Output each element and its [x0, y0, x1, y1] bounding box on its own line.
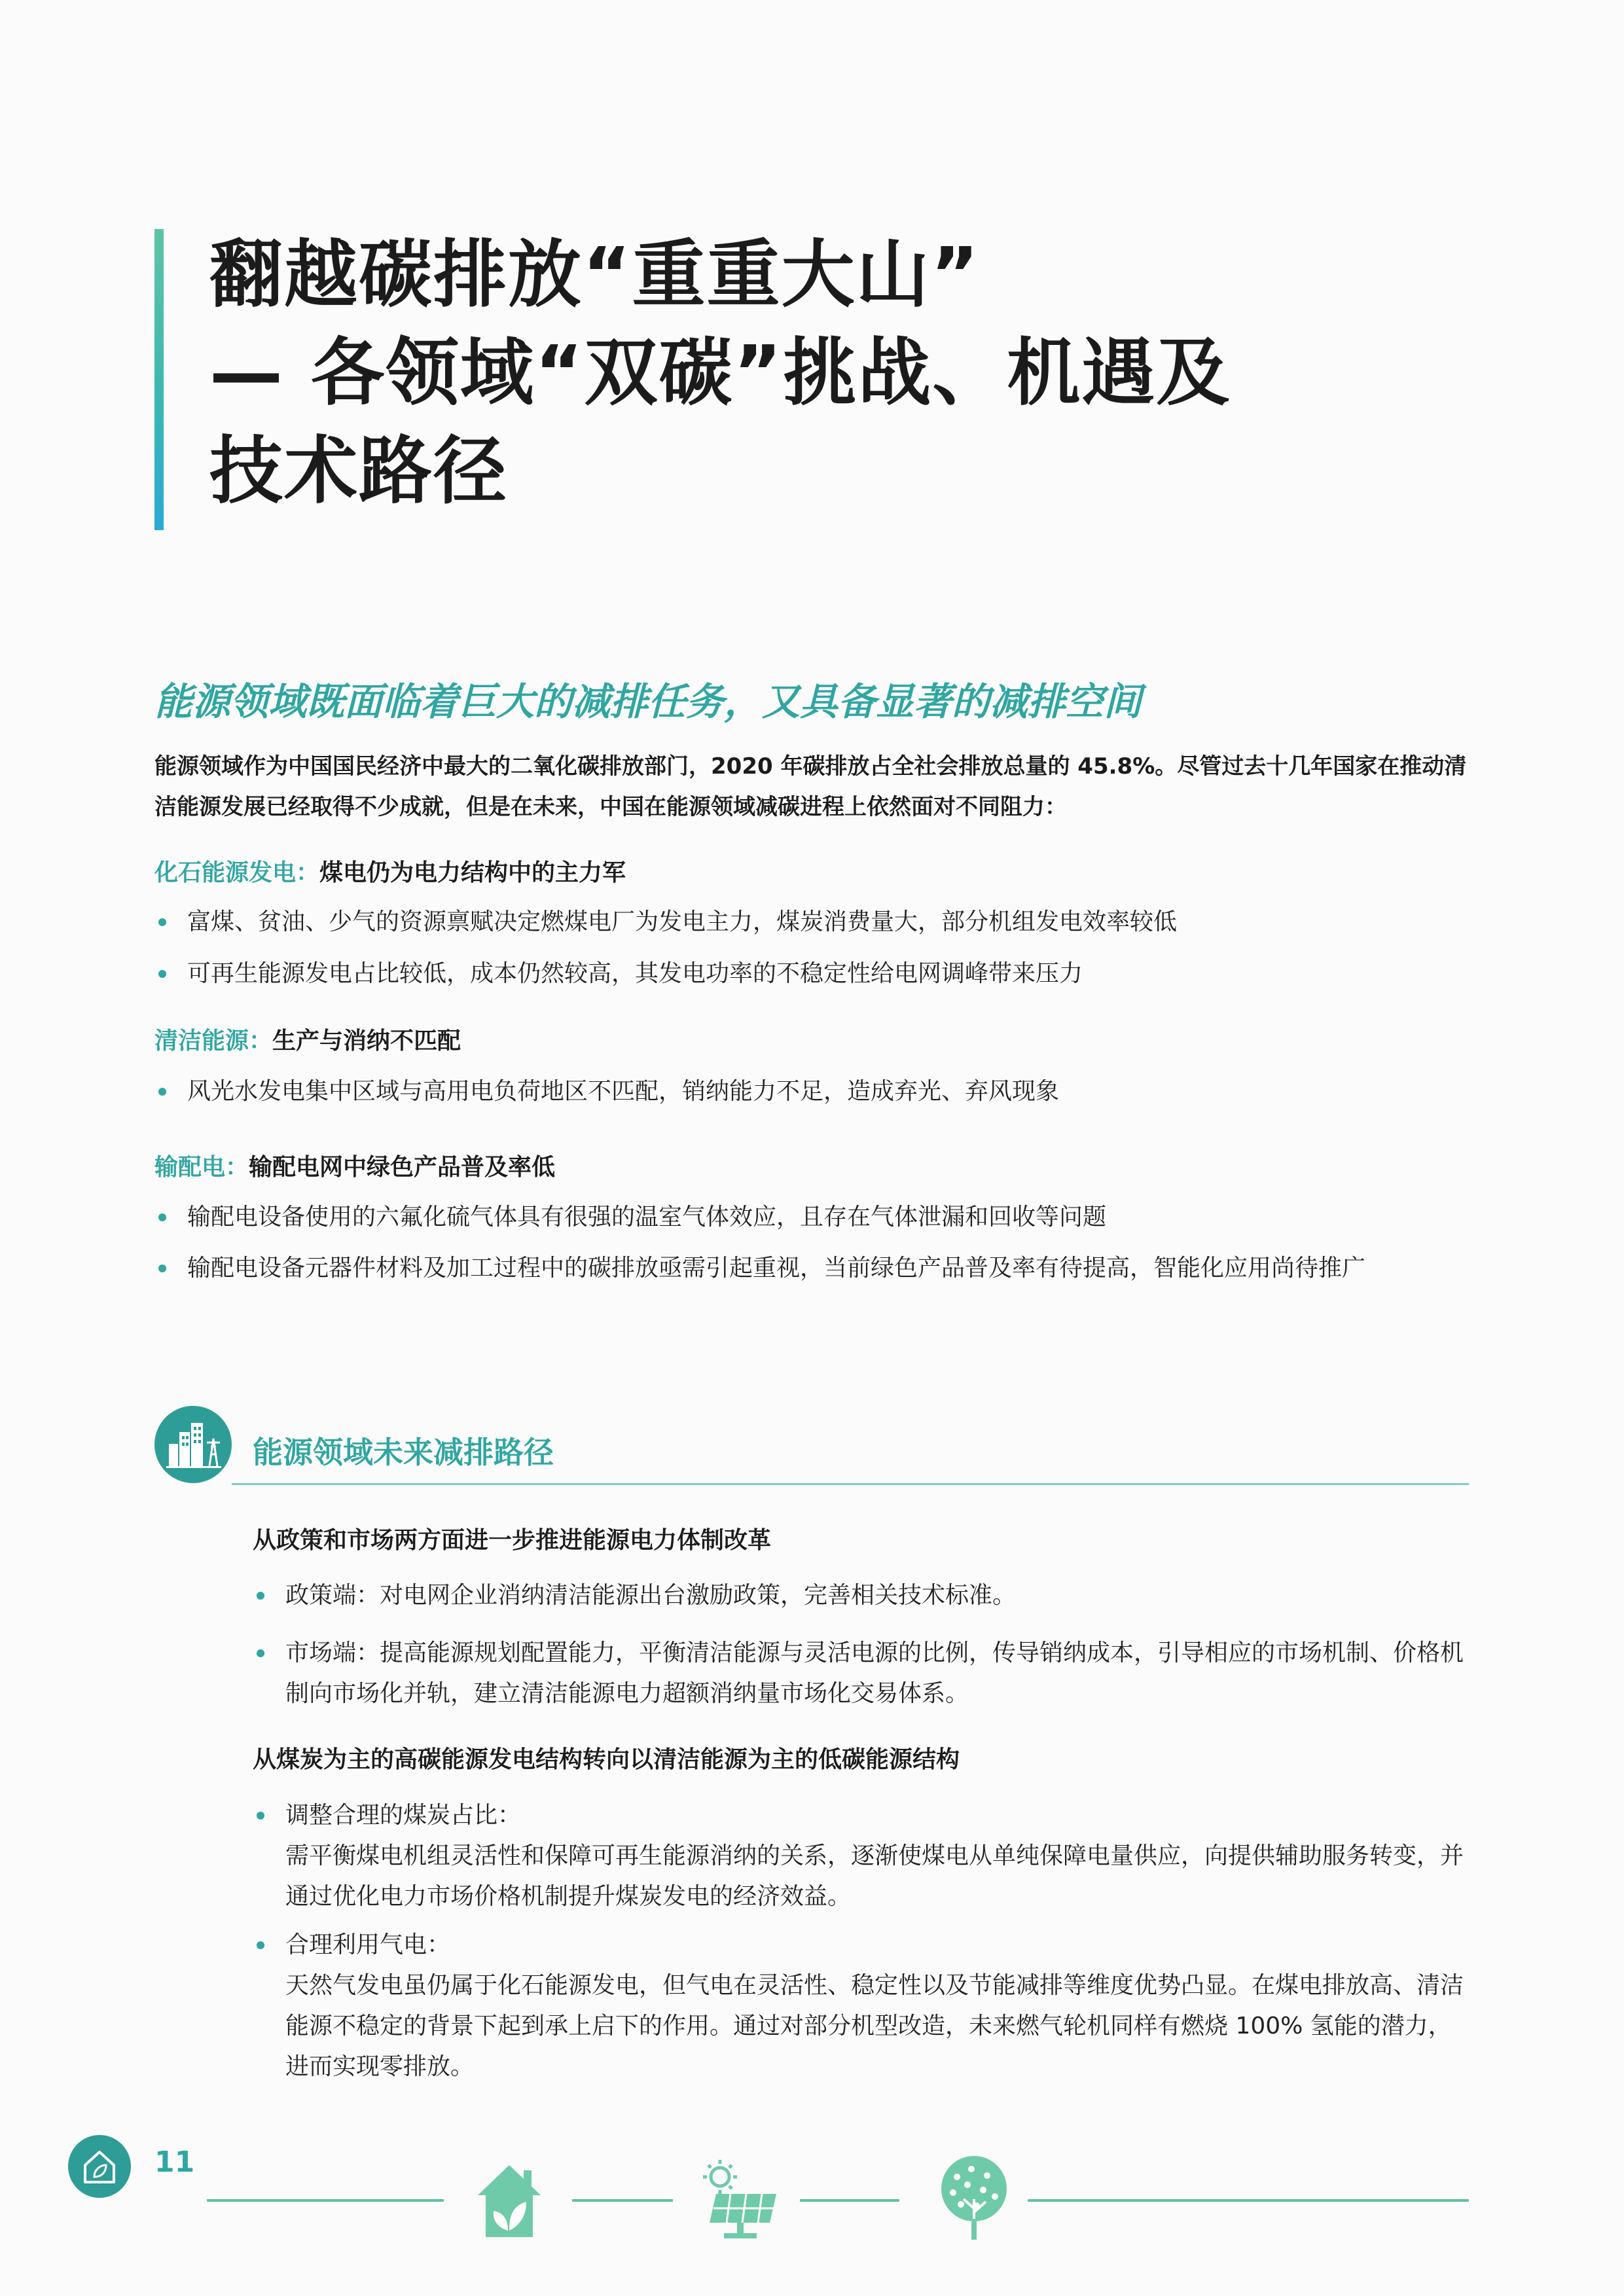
house-plant-icon: [473, 2160, 546, 2240]
home-leaf-icon: [68, 2135, 131, 2198]
footer-divider: [572, 2199, 673, 2202]
list-item-text: 政策端：对电网企业消纳清洁能源出台激励政策，完善相关技术标准。: [285, 1582, 1017, 1609]
list-item-text: 输配电设备元器件材料及加工过程中的碳排放亟需引起重视，当前绿色产品普及率有待提高，智能化应用尚待推广: [187, 1255, 1366, 1282]
group-heading: 从政策和市场两方面进一步推进能源电力体制改革: [253, 1527, 772, 1554]
intro-paragraph: 能源领域作为中国国民经济中最大的二氧化碳排放部门，2020 年碳排放占全社会排放总量的 45.8%。尽管过去十几年国家在推动清洁能源发展已经取得不少成就，但是在未来，中国在能源领域减碳进程上依然面对不同阻力：: [154, 753, 1467, 820]
page-title: [209, 226, 1453, 520]
title-accent-bar: [154, 229, 164, 530]
category-clean: [154, 1022, 1470, 1056]
bullet-dot-icon: [158, 1265, 166, 1272]
list-item-text: 可再生能源发电占比较低，成本仍然较高，其发电功率的不稳定性给电网调峰带来压力: [187, 960, 1083, 987]
footer-divider: [207, 2199, 444, 2202]
list-item-title: 调整合理的煤炭占比：: [285, 1802, 522, 1829]
list-item: [253, 1633, 1470, 1714]
footer-divider: [800, 2199, 899, 2202]
list-item-text: 风光水发电集中区域与高用电负荷地区不匹配，销纳能力不足，造成弃光、弃风现象: [187, 1078, 1060, 1105]
bullet-dot-icon: [158, 1088, 166, 1096]
bullet-dot-icon: [158, 918, 166, 926]
bullet-dot-icon: [158, 1213, 166, 1221]
group-heading: 从煤炭为主的高碳能源发电结构转向以清洁能源为主的低碳能源结构: [253, 1746, 960, 1773]
city-power-icon: [154, 1406, 232, 1483]
tree-icon: [935, 2153, 1013, 2241]
list-item-text: 需平衡煤电机组灵活性和保障可再生能源消纳的关系，逐渐使煤电从单纯保障电量供应，向提供辅助服务转变，并通过优化电力市场价格机制提升煤炭发电的经济效益。: [285, 1842, 1464, 1910]
list-item: [253, 1925, 1470, 2087]
category-desc: 煤电仍为电力结构中的主力军: [319, 859, 626, 886]
list-item: [154, 902, 1470, 942]
bullet-dot-icon: [257, 1649, 264, 1657]
bullet-dot-icon: [257, 1592, 264, 1600]
list-item-text: 天然气发电虽仍属于化石能源发电，但气电在灵活性、稳定性以及节能减排等维度优势凸显。在煤电排放高、清洁能源不稳定的背景下起到承上启下的作用。通过对部分机型改造，未来燃气轮机同样有燃烧 100% 氢能的潜力，进而实现零排放。: [285, 1972, 1464, 2080]
bullet-dot-icon: [158, 970, 166, 978]
list-item-text: 富煤、贫油、少气的资源禀赋决定燃煤电厂为发电主力，煤炭消费量大，部分机组发电效率较低: [187, 908, 1178, 935]
list-item: [154, 1248, 1470, 1289]
bullet-dot-icon: [257, 1941, 264, 1949]
title-line-2: — 各领域“双碳”挑战、机遇及: [209, 331, 1231, 416]
list-item-text: 市场端：提高能源规划配置能力，平衡清洁能源与灵活电源的比例，传导销纳成本，引导相应的市场机制、价格机制向市场化并轨，建立清洁能源电力超额消纳量市场化交易体系。: [285, 1640, 1464, 1707]
bullet-dot-icon: [257, 1812, 264, 1820]
page-number: 11: [154, 2145, 195, 2179]
list-item-title: 合理利用气电：: [285, 1931, 451, 1958]
category-label: 输配电：: [154, 1154, 249, 1181]
footer-divider: [1028, 2199, 1469, 2202]
category-fossil: [154, 854, 1470, 888]
section-title: 能源领域未来减排路径: [253, 1435, 554, 1470]
category-transmission: [154, 1149, 1470, 1182]
list-item: [253, 1575, 1470, 1616]
list-item: [154, 1071, 1470, 1112]
list-item: [154, 954, 1470, 994]
section-subheading: 能源领域既面临着巨大的减排任务，又具备显著的减排空间: [154, 679, 1142, 724]
title-line-1: 翻越碳排放“重重大山”: [209, 232, 981, 317]
list-item: [253, 1795, 1470, 1917]
solar-panel-icon: [700, 2157, 780, 2241]
category-desc: 输配电网中绿色产品普及率低: [249, 1154, 556, 1181]
category-label: 化石能源发电：: [154, 859, 320, 886]
list-item-text: 输配电设备使用的六氟化硫气体具有很强的温室气体效应，且存在气体泄漏和回收等问题: [187, 1204, 1107, 1230]
category-label: 清洁能源：: [154, 1028, 273, 1054]
list-item: [154, 1197, 1470, 1238]
section-divider: [232, 1483, 1469, 1485]
category-desc: 生产与消纳不匹配: [272, 1028, 461, 1054]
title-line-3: 技术路径: [209, 429, 508, 514]
